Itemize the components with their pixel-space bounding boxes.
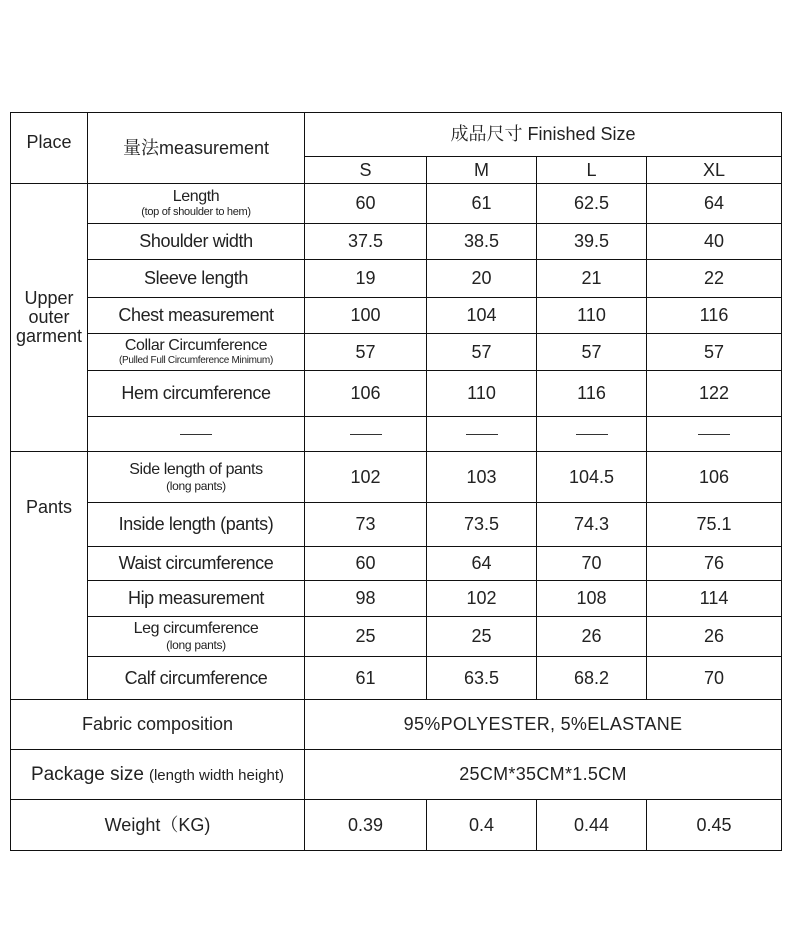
table-row	[11, 334, 782, 371]
measurement-header: 量法measurement	[88, 113, 305, 184]
measurement-name: Hip measurement	[88, 581, 305, 617]
value-cell: 75.1	[647, 503, 782, 547]
value-cell: 60	[305, 547, 427, 581]
value-cell: 64	[427, 547, 537, 581]
value-cell: 110	[537, 298, 647, 334]
table-row	[11, 224, 782, 260]
value-cell: 20	[427, 260, 537, 298]
value-cell: 102	[427, 581, 537, 617]
table-row	[11, 503, 782, 547]
value-cell: 76	[647, 547, 782, 581]
measurement-note: (Pulled Full Circumference Minimum)	[119, 354, 273, 366]
measurement-name: Collar Circumference	[124, 336, 268, 354]
value-cell: 60	[305, 184, 427, 224]
measurement-cell	[88, 617, 305, 657]
upper-garment-label	[11, 184, 88, 452]
package-label-cell	[11, 750, 305, 800]
dash-line	[698, 434, 730, 435]
table-row	[11, 298, 782, 334]
table-row	[11, 452, 782, 503]
measurement-cell	[88, 452, 305, 503]
measurement-name: Side length of pants	[129, 460, 263, 478]
package-value: 25CM*35CM*1.5CM	[305, 750, 782, 800]
weight-value: 0.39	[305, 800, 427, 851]
size-chart-table	[10, 112, 782, 851]
value-cell: 25	[427, 617, 537, 657]
measurement-note: (long pants)	[166, 478, 226, 493]
empty-cell	[88, 417, 305, 452]
pants-label: Pants	[11, 452, 88, 700]
weight-row	[11, 800, 782, 851]
finished-size-header: 成品尺寸 Finished Size	[305, 113, 782, 157]
table-row	[11, 581, 782, 617]
value-cell: 73.5	[427, 503, 537, 547]
measurement-name: Hem circumference	[88, 371, 305, 417]
value-cell: 63.5	[427, 657, 537, 700]
value-cell: 98	[305, 581, 427, 617]
table-row	[11, 547, 782, 581]
empty-cell	[647, 417, 782, 452]
value-cell: 57	[537, 334, 647, 371]
value-cell: 102	[305, 452, 427, 503]
measurement-name: Chest measurement	[88, 298, 305, 334]
place-header: Place	[11, 113, 88, 184]
empty-cell	[537, 417, 647, 452]
measurement-name: Calf circumference	[88, 657, 305, 700]
value-cell: 61	[305, 657, 427, 700]
value-cell: 116	[537, 371, 647, 417]
value-cell: 103	[427, 452, 537, 503]
empty-cell	[305, 417, 427, 452]
value-cell: 37.5	[305, 224, 427, 260]
header-row	[11, 113, 782, 157]
value-cell: 106	[647, 452, 782, 503]
measurement-note: (top of shoulder to hem)	[141, 205, 251, 218]
value-cell: 74.3	[537, 503, 647, 547]
value-cell: 39.5	[537, 224, 647, 260]
value-cell: 25	[305, 617, 427, 657]
value-cell: 38.5	[427, 224, 537, 260]
value-cell: 73	[305, 503, 427, 547]
table-row	[11, 260, 782, 298]
measurement-cell	[88, 184, 305, 224]
value-cell: 106	[305, 371, 427, 417]
table-row	[11, 657, 782, 700]
value-cell: 62.5	[537, 184, 647, 224]
value-cell: 21	[537, 260, 647, 298]
upper-garment-label-text: Upper outer garment	[16, 288, 83, 346]
measurement-name: Leg circumference	[133, 620, 259, 638]
value-cell: 68.2	[537, 657, 647, 700]
fabric-value: 95%POLYESTER, 5%ELASTANE	[305, 700, 782, 750]
value-cell: 40	[647, 224, 782, 260]
value-cell: 64	[647, 184, 782, 224]
table-row	[11, 184, 782, 224]
table-row	[11, 617, 782, 657]
dash-line	[466, 434, 498, 435]
value-cell: 70	[647, 657, 782, 700]
weight-label: Weight（KG)	[11, 800, 305, 851]
value-cell: 110	[427, 371, 537, 417]
table-row	[11, 371, 782, 417]
size-s-header: S	[305, 157, 427, 184]
value-cell: 100	[305, 298, 427, 334]
size-m-header: M	[427, 157, 537, 184]
value-cell: 61	[427, 184, 537, 224]
measurement-name: Waist circumference	[88, 547, 305, 581]
measurement-note: (long pants)	[166, 638, 226, 653]
value-cell: 57	[305, 334, 427, 371]
measurement-name: Inside length (pants)	[88, 503, 305, 547]
package-row	[11, 750, 782, 800]
value-cell: 116	[647, 298, 782, 334]
dash-line	[180, 434, 212, 435]
dash-line	[350, 434, 382, 435]
fabric-label: Fabric composition	[11, 700, 305, 750]
value-cell: 122	[647, 371, 782, 417]
measurement-name: Sleeve length	[88, 260, 305, 298]
value-cell: 22	[647, 260, 782, 298]
value-cell: 108	[537, 581, 647, 617]
measurement-name: Shoulder width	[88, 224, 305, 260]
weight-value: 0.45	[647, 800, 782, 851]
value-cell: 104	[427, 298, 537, 334]
value-cell: 57	[427, 334, 537, 371]
value-cell: 57	[647, 334, 782, 371]
size-l-header: L	[537, 157, 647, 184]
measurement-name: Length	[172, 187, 220, 205]
value-cell: 26	[537, 617, 647, 657]
dash-line	[576, 434, 608, 435]
value-cell: 70	[537, 547, 647, 581]
weight-value: 0.44	[537, 800, 647, 851]
size-xl-header: XL	[647, 157, 782, 184]
package-label-note: (length width height)	[148, 766, 285, 784]
package-label: Package size	[30, 763, 144, 785]
value-cell: 26	[647, 617, 782, 657]
measurement-cell	[88, 334, 305, 371]
fabric-row	[11, 700, 782, 750]
value-cell: 114	[647, 581, 782, 617]
value-cell: 104.5	[537, 452, 647, 503]
empty-row	[11, 417, 782, 452]
weight-value: 0.4	[427, 800, 537, 851]
value-cell: 19	[305, 260, 427, 298]
empty-cell	[427, 417, 537, 452]
